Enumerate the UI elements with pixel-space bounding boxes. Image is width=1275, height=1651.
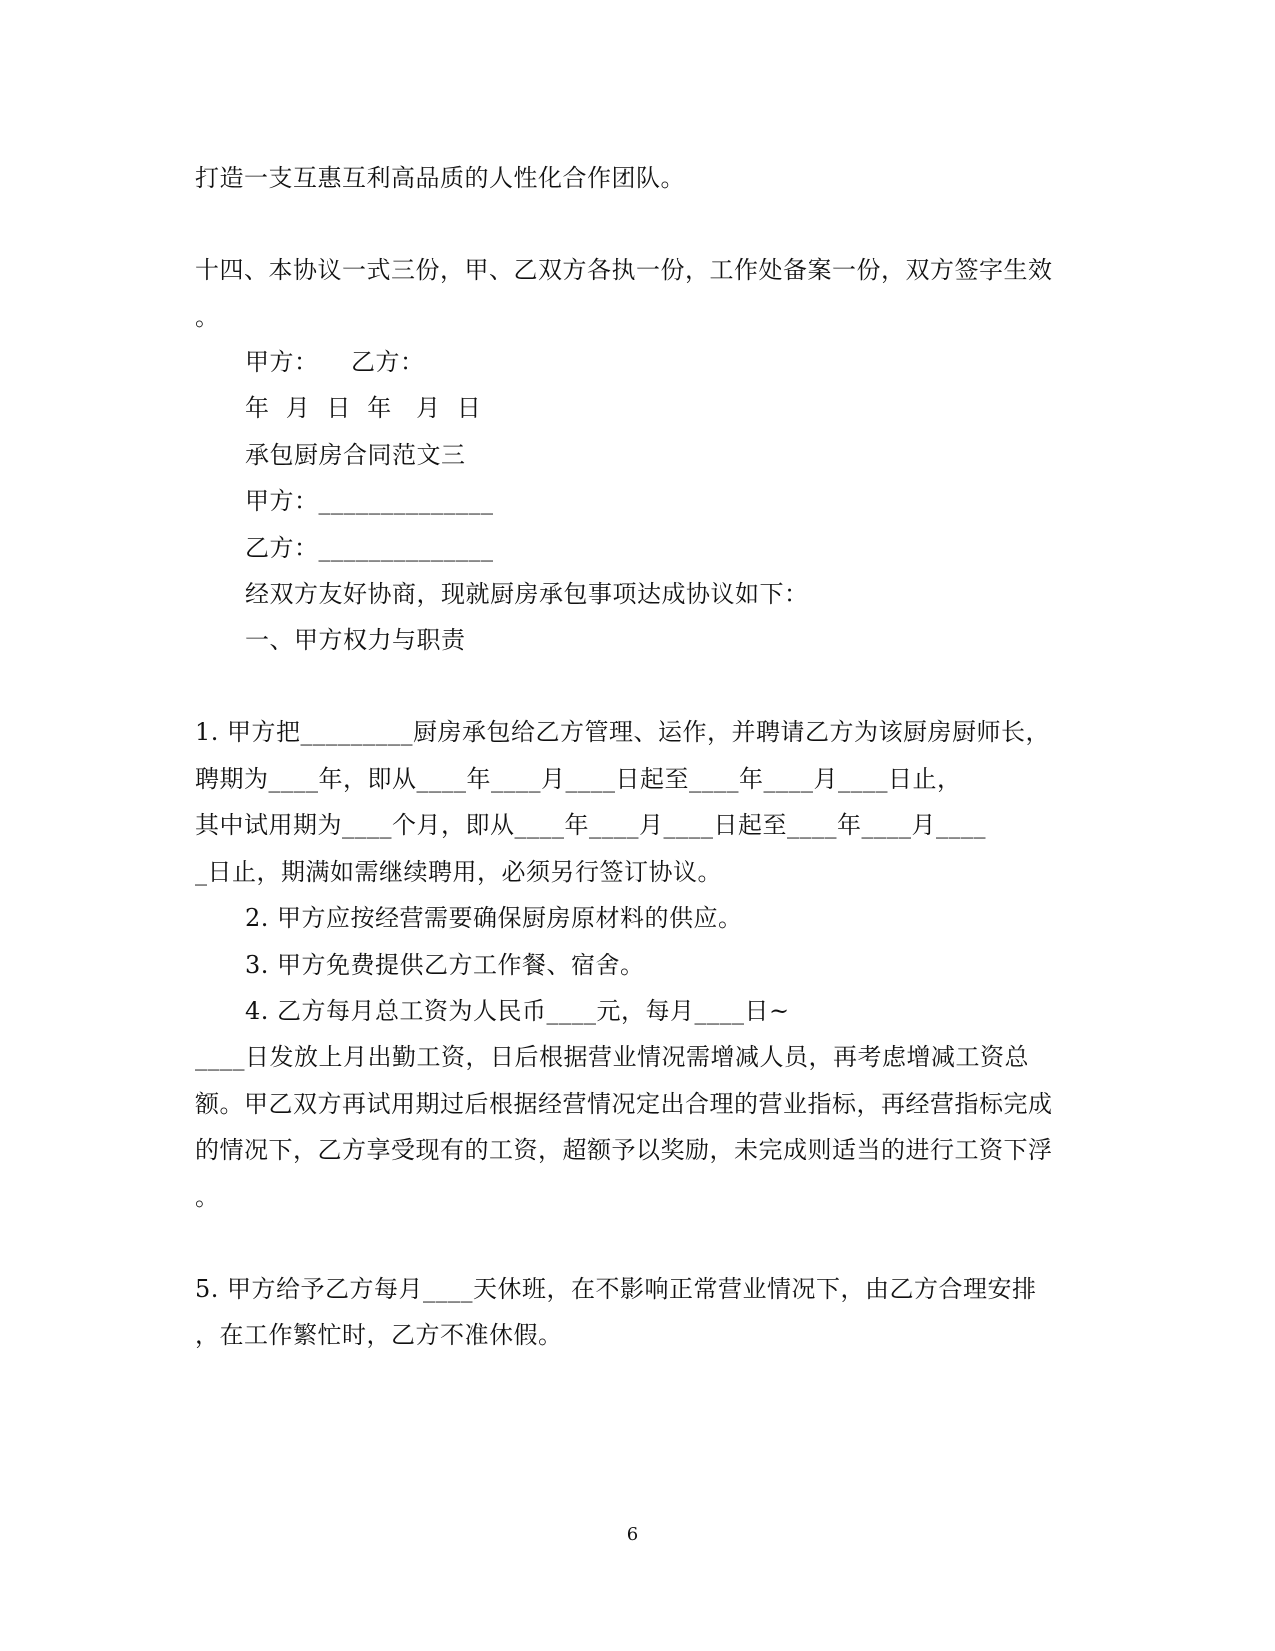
party-a-line: 甲方：______________ <box>245 487 494 515</box>
text-line: 2. 甲方应按经营需要确保厨房原材料的供应。 <box>245 904 743 932</box>
clause-heading: 一、甲方权力与职责 <box>245 626 466 654</box>
text-line: 十四、本协议一式三份，甲、乙双方各执一份，工作处备案一份，双方签字生效 <box>195 256 1053 284</box>
page-number: 6 <box>626 1524 639 1545</box>
party-b-line: 乙方：______________ <box>245 534 494 562</box>
text-line: ____日发放上月出勤工资，日后根据营业情况需增减人员，再考虑增减工资总 <box>195 1043 1029 1071</box>
text-line: 3. 甲方免费提供乙方工作餐、宿舍。 <box>245 951 645 979</box>
text-line: 经双方友好协商，现就厨房承包事项达成协议如下： <box>245 580 809 608</box>
signature-labels: 甲方： 乙方： <box>245 348 425 376</box>
text-line: 打造一支互惠互利高品质的人性化合作团队。 <box>195 164 685 192</box>
text-line: 5. 甲方给予乙方每月____天休班，在不影响正常营业情况下，由乙方合理安排 <box>195 1275 1037 1303</box>
text-line: _日止，期满如需继续聘用，必须另行签订协议。 <box>195 858 722 886</box>
signature-dates: 年 月 日 年 月 日 <box>245 394 482 422</box>
text-line: 1. 甲方把_________厨房承包给乙方管理、运作，并聘请乙方为该厨房厨师长， <box>195 718 1051 746</box>
text-line: 其中试用期为____个月，即从____年____月____日起至____年____月____ <box>195 811 986 839</box>
text-line: 。 <box>195 1183 220 1211</box>
text-line: ，在工作繁忙时，乙方不准休假。 <box>195 1321 563 1349</box>
text-line: 4. 乙方每月总工资为人民币____元，每月____日~ <box>245 997 790 1025</box>
text-line: 的情况下，乙方享受现有的工资，超额予以奖励，未完成则适当的进行工资下浮 <box>195 1136 1053 1164</box>
text-line: 聘期为____年，即从____年____月____日起至____年____月____日止， <box>195 765 962 793</box>
section-title: 承包厨房合同范文三 <box>245 441 466 469</box>
text-line: 。 <box>195 303 220 331</box>
text-line: 额。甲乙双方再试用期过后根据经营情况定出合理的营业指标，再经营指标完成 <box>195 1090 1053 1118</box>
